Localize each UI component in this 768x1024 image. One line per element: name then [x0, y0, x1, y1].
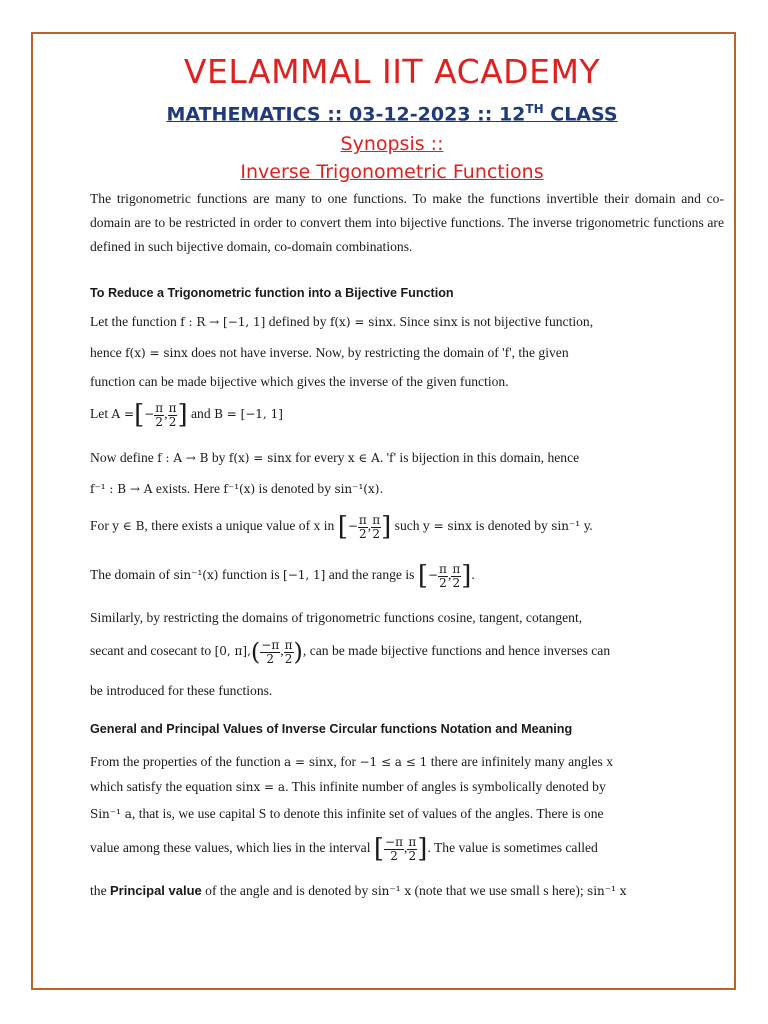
math: f(x) = sinx: [329, 315, 393, 329]
text: for every: [291, 450, 348, 465]
math: y = sinx: [422, 519, 472, 534]
fraction: [451, 563, 461, 590]
topic-title: Inverse Trigonometric Functions: [240, 161, 544, 184]
math: f : A → B: [157, 451, 209, 465]
text: which satisfy the equation: [90, 779, 236, 794]
subject-date: MATHEMATICS :: 03-12-2023 :: 12: [166, 103, 526, 126]
numerator: [260, 639, 280, 653]
math: sin⁻¹(x): [173, 568, 219, 583]
fraction: [371, 514, 381, 541]
denominator: 2: [372, 526, 380, 541]
text: does not have inverse. Now, by restricting the domain of 'f', the given: [187, 345, 569, 360]
text: such: [391, 518, 423, 534]
text: (note that we use small s here);: [411, 883, 588, 898]
pi: π: [395, 834, 403, 849]
principal-value-term: Principal value: [110, 883, 202, 898]
text: . Since: [392, 314, 434, 329]
bracket-close-icon: ]: [417, 834, 428, 864]
math: −: [427, 568, 439, 583]
numerator: π: [358, 512, 367, 527]
academy-title: VELAMMAL IIT ACADEMY: [183, 52, 601, 91]
fraction: [407, 836, 417, 863]
text: value among these values, which lies in the interval: [90, 840, 374, 856]
numerator: π: [168, 400, 177, 415]
text: there are infinitely many angles x: [427, 754, 614, 769]
text: From the properties of the function: [90, 754, 285, 769]
s1-line-2: [90, 345, 724, 361]
math: f(x) = sinx: [228, 451, 292, 465]
math: f⁻¹ : B → A: [90, 482, 153, 496]
document-body: [90, 46, 724, 259]
math: sin⁻¹(x).: [334, 482, 384, 496]
math: f⁻¹(x): [223, 482, 256, 496]
text: . The value is sometimes called: [427, 840, 598, 856]
bracket-close-icon: ]: [381, 512, 392, 542]
denominator: 2: [359, 526, 367, 541]
text: , can be made bijective functions and hence inverses can: [302, 643, 611, 659]
class-superscript: TH: [525, 102, 544, 116]
text: hence: [90, 345, 126, 360]
text: of the angle and is denoted by: [201, 883, 372, 898]
bracket-open-icon: [: [337, 512, 348, 542]
math: A =: [111, 407, 135, 422]
numerator: [384, 836, 404, 850]
bracket-open-icon: [: [373, 834, 385, 864]
math: [0, π],: [214, 644, 251, 659]
text: . This infinite number of angles is symbolically denoted by: [285, 779, 606, 794]
s1-introduced-line: be introduced for these functions.: [90, 683, 273, 698]
denominator: 2: [266, 651, 275, 666]
numerator: π: [452, 561, 461, 576]
math: sin⁻¹ x: [587, 884, 627, 898]
denominator: 2: [452, 575, 461, 590]
section-1: [90, 286, 724, 698]
bracket-open-icon: [: [417, 561, 428, 591]
intro-paragraph: The trigonometric functions are many to one functions. To make the functions invertible their domain and co-domain are to be restricted in order to convert them into bijective functions. The inverse trigonometric functions are defined in such bijective domain, co-domain combinations.: [90, 191, 724, 255]
text: exists. Here: [152, 481, 224, 496]
math: f(x) = sinx: [125, 346, 188, 360]
math: sinx: [433, 315, 458, 329]
text: The domain of: [90, 567, 174, 583]
numerator: π: [372, 512, 381, 527]
numerator: π: [155, 400, 164, 415]
math: −1 ≤ a ≤ 1: [359, 755, 428, 769]
bracket-open-icon: [: [134, 400, 145, 430]
text: and: [187, 406, 215, 422]
math: B = [−1, 1]: [214, 407, 283, 422]
text: , there exists a unique value of x in: [144, 518, 338, 534]
math: sin⁻¹ y.: [551, 519, 593, 534]
s1-line-3: function can be made bijective which gives the inverse of the given function.: [90, 374, 509, 389]
denominator: 2: [439, 575, 447, 590]
fraction: [154, 402, 164, 429]
s1-secant-line: secant and cosecant to [0, π],( $\frac{-\pi}{2}$ , $\frac{\pi}{2}$ ), can be made bijective functions and hence inverses can: [90, 637, 611, 666]
math: Sin⁻¹ a: [90, 807, 132, 821]
denominator: 2: [284, 651, 293, 666]
math: [−1, 1]: [283, 568, 326, 583]
fraction: [358, 514, 368, 541]
text: the: [90, 883, 111, 898]
numerator: π: [284, 637, 293, 652]
fraction: [384, 836, 404, 863]
math: −: [347, 519, 358, 534]
s2-line-3: [90, 806, 724, 822]
s2-line-4: value among these values, which lies in the interval [ $\frac{-\pi}{2}$ , $\frac{\pi}{2}$ ]. The value is sometimes called: [90, 834, 598, 864]
s2-line-2: [90, 779, 724, 795]
math: sin⁻¹ x: [371, 884, 412, 898]
denominator: 2: [155, 414, 164, 429]
text: For: [90, 518, 113, 534]
minus: −: [261, 637, 272, 652]
math: a = sinx: [284, 755, 334, 769]
text: is not bijective function,: [457, 314, 594, 329]
denominator: 2: [390, 848, 398, 863]
paren-close-icon: ): [293, 638, 303, 666]
bracket-close-icon: ]: [177, 400, 188, 430]
section-2-heading: General and Principal Values of Inverse Circular functions Notation and Meaning: [90, 722, 573, 736]
math: −: [144, 407, 155, 422]
fraction: [260, 639, 280, 666]
text: by: [208, 450, 229, 465]
s1-exists-line: [90, 481, 724, 497]
text: Let: [90, 406, 112, 422]
text: is denoted by: [255, 481, 335, 496]
s1-domain-line: The domain of sin⁻¹(x) function is [−1, 1] and the range is [− $\frac{\pi}{2}$ , $\frac{\pi}{2}$ ].: [90, 561, 475, 591]
paren-open-icon: (: [250, 638, 261, 666]
s2-line-1: [90, 754, 724, 770]
s2-line-5: [90, 883, 724, 899]
s1-let-line: Let A =[− $\frac{\pi}{2}$ , $\frac{\pi}{2}$ ] and B = [−1, 1]: [90, 400, 283, 430]
text: Now define: [90, 450, 158, 465]
numerator: π: [439, 561, 447, 576]
fraction: [168, 402, 178, 429]
bracket-close-icon: ]: [461, 561, 472, 591]
fraction: [284, 639, 294, 666]
math: y ∈ B: [112, 519, 145, 534]
fraction: [438, 563, 448, 590]
denominator: 2: [168, 414, 177, 429]
section-2: [90, 722, 724, 898]
subject-line: [60, 96, 724, 127]
denominator: 2: [408, 848, 417, 863]
text: , for: [333, 754, 360, 769]
text: . 'f' is bijection in this domain, hence: [379, 450, 580, 465]
minus: −: [385, 834, 396, 849]
math: f : R → [−1, 1]: [180, 315, 266, 329]
s1-line-1: [90, 314, 724, 330]
text: Let the function: [90, 314, 181, 329]
text: secant and cosecant to: [90, 643, 215, 659]
text: and the range is: [325, 567, 418, 583]
text: , that is, we use capital S to denote this infinite set of values of the angles. There is one: [131, 806, 604, 821]
text: function is: [218, 567, 284, 583]
numerator: π: [408, 834, 417, 849]
s1-for-line: For y ∈ B, there exists a unique value of x in [− $\frac{\pi}{2}$ , $\frac{\pi}{2}$ ] such y = sinx is denoted by sin⁻¹ y.: [90, 512, 593, 542]
text: is denoted by: [471, 518, 552, 534]
pi: π: [271, 637, 280, 652]
math: x ∈ A: [347, 451, 380, 465]
s1-define-line: [90, 450, 724, 466]
text: defined by: [265, 314, 330, 329]
math: sinx = a: [235, 780, 286, 794]
s1-similarly-line: Similarly, by restricting the domains of trigonometric functions cosine, tangent, cotangent,: [90, 610, 583, 625]
section-1-heading: To Reduce a Trigonometric function into a Bijective Function: [90, 286, 454, 300]
class-word: CLASS: [543, 103, 618, 126]
synopsis-label: Synopsis ::: [340, 133, 444, 156]
